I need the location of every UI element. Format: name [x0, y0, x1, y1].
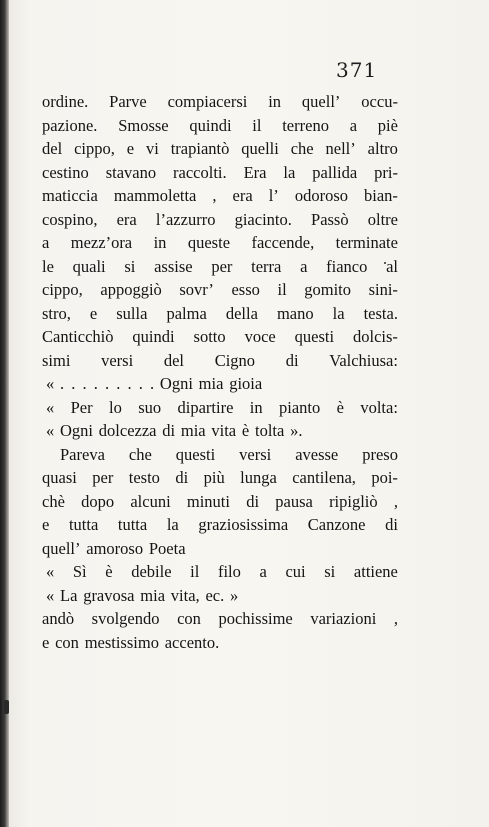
word: cestino: [42, 162, 89, 182]
word: giacinto.: [234, 209, 292, 229]
word: terminate: [335, 233, 398, 252]
word: dopo: [81, 491, 115, 511]
word: si: [324, 562, 336, 581]
word: testo: [128, 468, 160, 487]
word: odoroso: [294, 186, 348, 205]
word: che: [128, 444, 152, 464]
word: Per: [70, 397, 93, 417]
word: testa.: [363, 303, 398, 323]
word: di: [246, 491, 260, 511]
word: questi: [175, 444, 216, 464]
word: Canticchiò: [42, 327, 114, 346]
word: è: [105, 562, 113, 581]
text-line: [42, 302, 398, 326]
text-line: [42, 325, 398, 349]
word: La: [60, 585, 78, 605]
word: mia: [198, 374, 224, 393]
text-line: [42, 560, 398, 584]
word: voce: [244, 327, 276, 346]
word: volta:: [360, 397, 398, 417]
word: è: [336, 397, 344, 417]
word: versi: [239, 444, 272, 464]
word: tutta: [117, 515, 148, 534]
word: ec.: [205, 585, 225, 605]
word: pochissime: [218, 609, 293, 628]
ink-speck: [4, 700, 9, 714]
word: faccende,: [251, 233, 315, 252]
word: con: [55, 632, 79, 652]
word: svolgendo: [91, 609, 160, 628]
word: cantilena,: [292, 468, 356, 487]
word: ,: [393, 609, 398, 628]
word: terra: [251, 256, 282, 276]
word: in: [153, 233, 167, 252]
word: quali: [72, 256, 106, 276]
word: attiene: [353, 562, 398, 581]
word: gioia: [229, 374, 263, 393]
word: Pareva: [60, 444, 105, 464]
word: è: [241, 421, 250, 440]
word: fianco: [326, 256, 368, 276]
word: vita: [211, 421, 237, 440]
word: della: [225, 303, 258, 323]
word: cippo,: [74, 139, 115, 158]
word: quasi: [42, 468, 77, 487]
text-line: [42, 349, 398, 373]
word: trapiantò: [170, 139, 230, 158]
word: esso: [231, 280, 260, 299]
word: Ogni: [60, 421, 94, 440]
word: Parve: [109, 92, 147, 111]
word: mia: [180, 421, 206, 440]
text-line: [42, 607, 398, 631]
word: questi: [294, 327, 335, 346]
word: dolcezza: [98, 421, 157, 440]
word: andò: [42, 609, 75, 628]
word: «: [46, 421, 55, 440]
word: mammoletta: [113, 186, 197, 205]
word: a: [300, 256, 308, 276]
word: il: [277, 280, 287, 299]
word: la: [283, 162, 296, 182]
word: minuti: [186, 491, 230, 511]
word: con: [177, 609, 201, 628]
word: cippo,: [42, 280, 83, 299]
word: Canzone: [307, 515, 366, 534]
word: di: [285, 350, 299, 370]
word: sini-: [368, 280, 398, 299]
word: quell’: [42, 538, 81, 558]
word: avesse: [295, 444, 339, 464]
word: per: [211, 256, 233, 276]
word: pazione.: [42, 115, 98, 135]
word: «: [46, 562, 55, 581]
text-line: [42, 114, 398, 138]
page-number: 371: [336, 58, 378, 82]
text-line: [42, 584, 398, 608]
word: . . . . . . . . .: [60, 374, 155, 393]
word: stro,: [42, 303, 71, 323]
word: Valchiusa:: [329, 350, 398, 370]
text-line: [42, 513, 398, 537]
word: Poeta: [148, 538, 186, 558]
text-line: [42, 443, 398, 467]
text-line: [42, 372, 398, 396]
text-line: [42, 184, 398, 208]
word: Passò: [311, 209, 349, 229]
word: cui: [285, 562, 306, 581]
word: «: [46, 374, 55, 393]
word: appoggiò: [100, 280, 162, 299]
word: suo: [138, 397, 162, 417]
word: filo: [217, 562, 241, 581]
word: tolta: [254, 421, 285, 440]
word: queste: [187, 233, 231, 252]
word: pausa: [275, 491, 313, 511]
word: la: [332, 303, 345, 323]
word: del: [42, 139, 63, 158]
word: il: [190, 562, 200, 581]
word: si: [124, 256, 136, 276]
word: e: [42, 632, 50, 652]
word: graziosissima: [198, 515, 289, 534]
word: in: [249, 397, 263, 417]
word: dipartire: [177, 397, 234, 417]
word: raccolti.: [173, 162, 227, 182]
word: a: [349, 115, 358, 135]
text-line: [42, 90, 398, 114]
word: simi: [42, 350, 71, 370]
word: sotto: [193, 327, 226, 346]
word: maticcia: [42, 186, 98, 205]
word: «: [46, 397, 55, 417]
word: l’: [268, 186, 279, 205]
word: lo: [109, 397, 122, 417]
word: era: [116, 209, 137, 229]
word: accento.: [164, 632, 220, 652]
word: ,: [212, 186, 217, 205]
word: di: [162, 421, 176, 440]
text-line: [42, 419, 398, 443]
text-line: [42, 255, 398, 279]
word: il: [252, 115, 262, 135]
word: ordine.: [42, 92, 89, 111]
word: gravosa: [83, 585, 135, 605]
word: e: [89, 303, 98, 323]
word: in: [268, 92, 282, 111]
word: poi-: [371, 468, 398, 487]
word: alcuni: [130, 491, 171, 511]
word: oltre: [367, 209, 398, 229]
word: gomito: [304, 280, 351, 299]
word: assise: [154, 256, 193, 276]
word: più: [203, 468, 225, 487]
word: che: [290, 139, 314, 158]
text-line: [42, 278, 398, 302]
text-line: [42, 137, 398, 161]
body-text: [42, 90, 398, 654]
word: a: [42, 233, 50, 252]
word: mezz’ora: [70, 233, 133, 252]
word: quelli: [241, 139, 279, 158]
word: altro: [367, 139, 398, 158]
word: versi: [101, 350, 134, 370]
word: piè: [377, 115, 398, 135]
word: e: [126, 139, 135, 158]
word: lunga: [240, 468, 277, 487]
word: ripigliò: [329, 491, 378, 511]
word: »: [229, 585, 239, 605]
word: ,: [393, 491, 398, 511]
text-line: [42, 208, 398, 232]
word: del: [163, 350, 185, 370]
word: la: [166, 515, 179, 534]
word: mano: [276, 303, 314, 323]
word: Era: [243, 162, 267, 182]
word: Smosse: [118, 115, 169, 135]
word: debile: [131, 562, 172, 581]
word: pianto: [279, 397, 321, 417]
word: amoroso: [86, 538, 144, 558]
word: di: [385, 515, 398, 534]
word: quindi: [189, 115, 232, 135]
word: era: [232, 186, 253, 205]
word: vi: [145, 139, 159, 158]
word: Cigno: [214, 350, 256, 370]
word: Ogni: [159, 374, 193, 393]
word: di: [175, 468, 189, 487]
word: dolcis-: [353, 327, 398, 346]
ink-speck: [384, 262, 386, 264]
text-line: [42, 161, 398, 185]
word: e: [42, 515, 50, 534]
text-line: [42, 231, 398, 255]
word: quindi: [132, 327, 175, 346]
word: chè: [42, 491, 65, 511]
word: al: [386, 256, 398, 276]
text-line: [42, 490, 398, 514]
word: occu-: [361, 92, 398, 111]
word: palma: [166, 303, 207, 323]
word: Sì: [72, 562, 87, 581]
word: bian-: [364, 186, 398, 205]
word: mestissimo: [84, 632, 159, 652]
word: nell’: [325, 139, 356, 158]
word: pri-: [374, 162, 398, 182]
word: le: [42, 256, 54, 276]
word: ».: [290, 421, 303, 440]
word: terreno: [282, 115, 329, 135]
text-line: [42, 466, 398, 490]
word: «: [46, 585, 55, 605]
word: cospino,: [42, 209, 98, 229]
word: compiacersi: [167, 92, 248, 111]
word: tutta: [68, 515, 99, 534]
word: sulla: [116, 303, 148, 323]
word: preso: [362, 444, 398, 464]
word: sovr’: [179, 280, 214, 299]
text-line: [42, 537, 398, 561]
word: a: [259, 562, 267, 581]
text-line: [42, 631, 398, 655]
word: per: [92, 468, 114, 487]
word: mia: [140, 585, 166, 605]
text-line: [42, 396, 398, 420]
word: vita,: [170, 585, 200, 605]
word: quell’: [301, 92, 341, 111]
word: l’azzurro: [155, 209, 216, 229]
word: pallida: [312, 162, 358, 182]
word: stavano: [105, 162, 157, 182]
word: variazioni: [310, 609, 377, 628]
